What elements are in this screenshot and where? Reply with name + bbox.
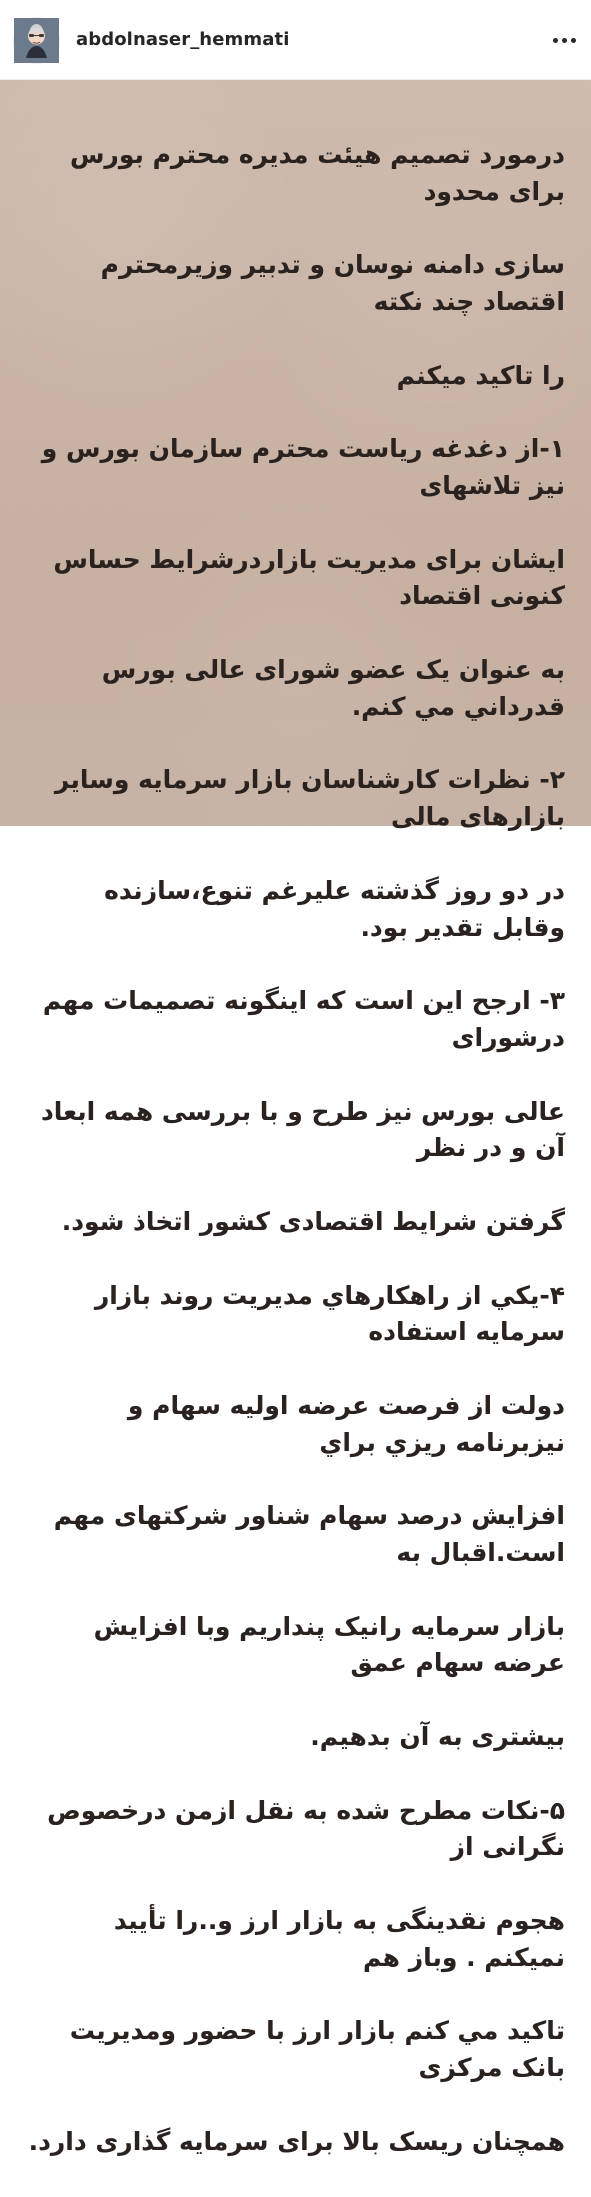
- username[interactable]: abdolnaser_hemmati: [76, 29, 290, 50]
- post-header: [0, 0, 591, 80]
- more-options-button[interactable]: [547, 26, 581, 54]
- avatar-portrait-icon: [14, 18, 59, 63]
- post-text-line: ۱-از دغدغه ریاست محترم سازمان بورس و نیز تلاشهای: [41, 434, 565, 500]
- post-text-line: افزایش درصد سهام شناور شرکتهای مهم است.اقبال به: [53, 1501, 565, 1568]
- post-text-line: ۳- ارجح این است که اینگونه تصمیمات مهم درشورای: [42, 986, 565, 1052]
- post-text-line: ۲- نظرات کارشناسان بازار سرمایه وسایر بازارهای مالی: [54, 765, 565, 832]
- post-text-line: ۴-يكي از راهكارهاي مديريت روند بازار سرمايه استفاده: [94, 1280, 565, 1347]
- post-text-line: تاکید مي كنم بازار ارز با حضور ومدیریت بانک مرکزی: [69, 2016, 565, 2083]
- more-dots-icon: [553, 38, 558, 43]
- post-text-line: هجوم نقدینگی به بازار ارز و..را تأیید نمیکنم . وباز هم: [113, 1906, 565, 1972]
- post-text-line: همچنان ریسک بالا برای سرمایه گذاری دارد.: [28, 2126, 565, 2156]
- more-dots-icon: [571, 38, 576, 43]
- post-text-line: گرفتن شرایط اقتصادی کشور اتخاذ شود.: [61, 1206, 565, 1236]
- post-text-line: دولت از فرصت عرضه اولیه سهام و نیزبرنامه ريزي براي: [127, 1390, 565, 1457]
- post-text-line: درمورد تصمیم هیئت مدیره محترم بورس برای محدود: [69, 139, 565, 206]
- post-image: [0, 80, 591, 2156]
- post-text-line: ایشان برای مدیریت بازاردرشرایط حساس کنونی اقتصاد: [53, 544, 565, 611]
- post-text-line: بیشتری به آن بدهیم.: [310, 1722, 565, 1752]
- post-text: [26, 100, 565, 2197]
- post-text-line: سازی دامنه نوسان و تدبیر وزیرمحترم اقتصاد چند نکته: [100, 250, 565, 316]
- more-dots-icon: [562, 38, 567, 43]
- post-text-line: در دو روز گذشته علیرغم تنوع،سازنده وقابل تقدیر بود.: [104, 875, 565, 942]
- post-text-line: بازار سرمایه رانیک پنداریم وبا افزایش عرضه سهام عمق: [93, 1611, 565, 1678]
- avatar[interactable]: [14, 18, 59, 63]
- post-text-line: ۵-نکات مطرح شده به نقل ازمن درخصوص نگرانی از: [47, 1795, 565, 1862]
- post-text-line: عالی بورس نیز طرح و با بررسی همه ابعاد آن و در نظر: [40, 1096, 565, 1163]
- post-text-line: به عنوان یک عضو شورای عالی بورس قدرداني مي كنم.: [101, 654, 565, 721]
- post-text-line: را تاکید میکنم: [396, 360, 565, 390]
